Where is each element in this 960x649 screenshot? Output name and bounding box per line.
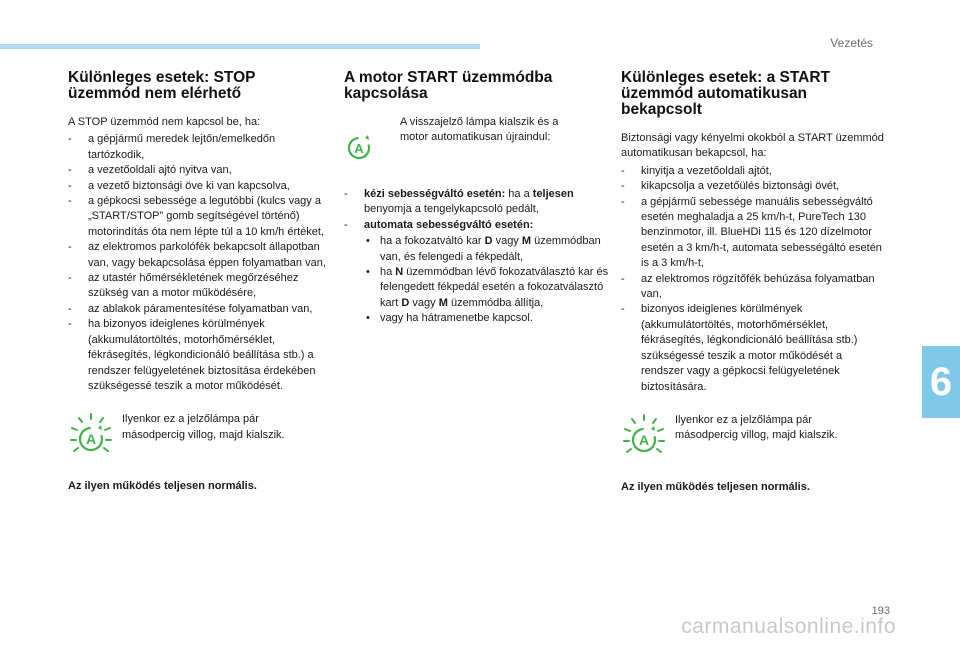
section-start-mode	[344, 70, 609, 327]
intro-text: A STOP üzemmód nem kapcsol be, ha:	[68, 116, 261, 128]
list-item: - kézi sebességváltó esetén: ha a teljesen benyomja a tengelykapcsoló pedált,	[344, 187, 609, 218]
intro-text: Biztonsági vagy kényelmi okokból a START üzemmód automatikusan bekapcsol, ha:	[621, 132, 884, 160]
list-item: - automata sebességváltó esetén: • ha a fokozatváltó kar D vagy M üzemmódban van, és felengedi a fékpedált, • ha N üzemmódban lévő fokozatválasztó kar és felengedett fékpedál esetén a fokozatválasztó kart D vagy M üzemmódba állítja, • vagy ha hátramenetbe kapcsol.	[344, 218, 609, 327]
list-item: - a gépjármű sebessége manuális sebességváltó esetén meghaladja a 25 km/h-t, PureTech 130 benzinmotor, ill. BlueHDi 115 és 120 dízelmotor esetén a 3 km/h-t, automata sebességáltó esetén is a 3 km/h-t,	[621, 195, 886, 272]
stop-start-flashing-icon	[621, 413, 671, 457]
list-item: - a gépjármű meredek lejtőn/emelkedőn tartózkodik,	[68, 132, 333, 163]
svg-text:A: A	[85, 431, 97, 448]
sub-list-item: • ha N üzemmódban lévő fokozatválasztó kar és felengedett fékpedál esetén a fokozatválasztó kart D vagy M üzemmódba állítja,	[364, 265, 609, 311]
list-item: - bizonyos ideiglenes körülmények (akkumulátortöltés, motorhőmérséklet, fékrásegítés, légkondicionáló beállítása stb.) szükségessé teszik a motor működését a rendszer vagy a gépkocsi felügyeletének biztosítására.	[621, 302, 886, 394]
chapter-tab: 6	[922, 346, 960, 418]
condition-list	[344, 187, 609, 327]
section-title: Különleges esetek: STOP üzemmód nem elérhető	[68, 69, 256, 102]
warning-lamp-note	[68, 412, 333, 456]
list-item: - kikapcsolja a vezetőülés biztonsági övét,	[621, 179, 886, 194]
note-text: Ilyenkor ez a jelzőlámpa pár másodpercig villog, majd kialszik.	[675, 413, 838, 442]
list-item: - az elektromos parkolófék bekapcsolt állapotban van, vagy bekapcsolása éppen folyamatban van,	[68, 240, 333, 271]
normal-operation-text: Az ilyen működés teljesen normális.	[621, 480, 810, 493]
warning-lamp-note	[621, 413, 886, 457]
header-accent-bar	[0, 44, 480, 49]
note-text: A visszajelző lámpa kialszik és a motor automatikusan újraindul:	[400, 116, 559, 144]
list-item: - a vezetőoldali ajtó nyitva van,	[68, 163, 333, 178]
condition-list	[621, 164, 886, 395]
sub-list-item: • vagy ha hátramenetbe kapcsol.	[364, 311, 609, 326]
sub-list	[364, 234, 609, 326]
list-item: - az utastér hőmérsékletének megőrzéséhez szükség van a motor működésére,	[68, 271, 333, 302]
list-item: - kinyitja a vezetőoldali ajtót,	[621, 164, 886, 179]
section-title: Különleges esetek: a START üzemmód automatikusan bekapcsolt	[621, 69, 831, 118]
stop-start-flashing-icon	[68, 412, 118, 456]
sub-list-item: • ha a fokozatváltó kar D vagy M üzemmódban van, és felengedi a fékpedált,	[364, 234, 609, 265]
page-number: 193	[871, 605, 890, 617]
section-title: A motor START üzemmódba kapcsolása	[344, 69, 553, 102]
note-text: Ilyenkor ez a jelzőlámpa pár másodpercig villog, majd kialszik.	[122, 413, 285, 441]
stop-start-icon	[344, 125, 394, 169]
normal-operation-text: Az ilyen működés teljesen normális.	[68, 480, 257, 493]
list-item: - az ablakok páramentesítése folyamatban van,	[68, 302, 333, 317]
section-start-auto	[621, 70, 886, 493]
list-item: - a vezető biztonsági öve ki van kapcsolva,	[68, 179, 333, 194]
svg-text:A: A	[354, 141, 364, 156]
watermark: carmanualsonline.info	[681, 615, 896, 638]
list-item: - az elektromos rögzítőfék behúzása folyamatban van,	[621, 272, 886, 303]
warning-lamp-note	[344, 115, 609, 169]
svg-text:A: A	[638, 431, 650, 448]
list-item: - a gépkocsi sebessége a legutóbbi (kulcs vagy a „START/STOP” gomb segítségével történő) motorindítás óta nem lépte túl a 10 km/h értéket,	[68, 194, 333, 240]
list-item: - ha bizonyos ideiglenes körülmények (akkumulátortöltés, motorhőmérséklet, fékrásegítés, légkondicionáló beállítása stb.) a rendszer felügyeletének biztosítása érdekében szükségessé teszik a motor működését.	[68, 317, 333, 394]
chapter-title: Vezetés	[830, 36, 873, 50]
condition-list	[68, 132, 333, 394]
section-stop-unavailable	[68, 70, 333, 492]
